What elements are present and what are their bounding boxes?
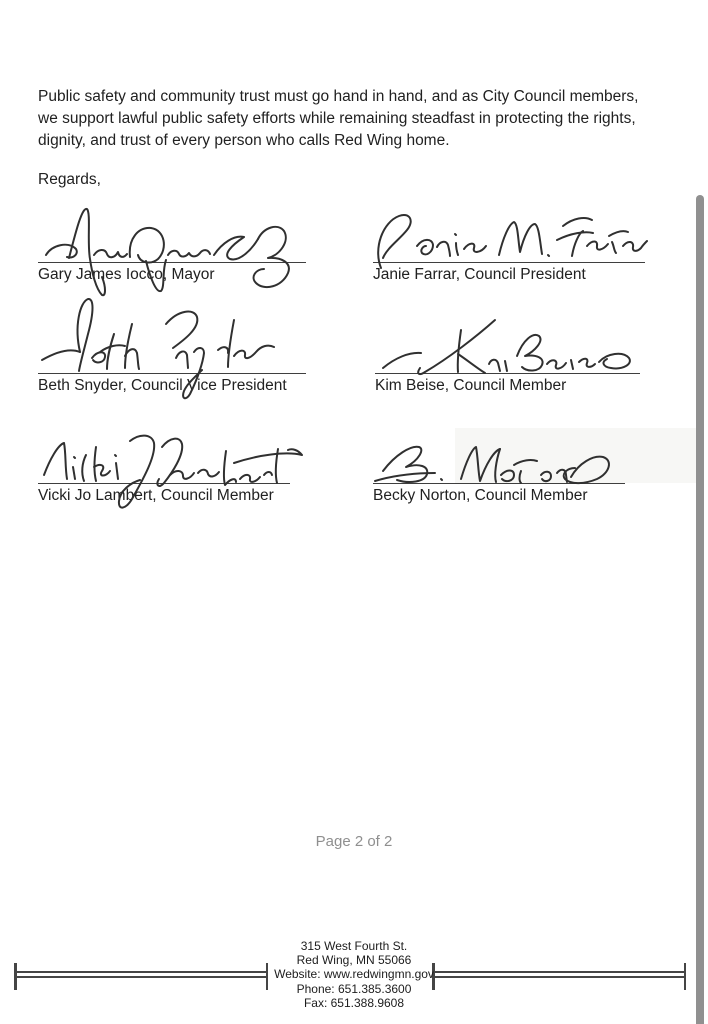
signature-image-beth-snyder	[38, 298, 306, 403]
signature-label: Gary James Iocco, Mayor	[38, 266, 215, 283]
signature-block-beth-snyder	[38, 300, 306, 395]
signature-block-gary-james-iocco	[38, 198, 306, 284]
page-number: Page 2 of 2	[315, 833, 393, 850]
signature-line	[38, 198, 306, 263]
body-line-3: dignity, and trust of every person who calls Red Wing home.	[38, 132, 450, 149]
body-line-2: we support lawful public safety efforts while remaining steadfast in protecting the rights,	[38, 110, 636, 127]
signature-line	[38, 433, 290, 484]
body-paragraph	[38, 86, 683, 152]
signature-label: Beth Snyder, Council Vice President	[38, 377, 287, 394]
signature-image-gary-james-iocco	[38, 205, 306, 300]
closing-regards: Regards,	[38, 171, 101, 188]
footer-contact-block	[0, 939, 708, 1010]
signature-block-kim-beise	[375, 300, 640, 395]
signature-block-janie-farrar	[373, 198, 645, 284]
body-line-1: Public safety and community trust must go hand in hand, and as City Council members,	[38, 88, 639, 105]
signature-line	[375, 300, 640, 374]
signature-label: Vicki Jo Lambert, Council Member	[38, 487, 274, 504]
signature-line	[38, 300, 306, 374]
scrollbar[interactable]	[696, 195, 704, 1024]
signature-block-becky-norton	[373, 433, 625, 505]
signature-image-janie-farrar	[373, 200, 648, 275]
footer-phone: Phone: 651.385.3600	[296, 981, 412, 996]
footer-address-line1: 315 West Fourth St.	[300, 939, 408, 953]
footer-website: Website: www.redwingmn.gov	[274, 967, 434, 982]
signature-image-vicki-jo-lambert	[38, 433, 306, 518]
signature-label: Janie Farrar, Council President	[373, 266, 586, 283]
signature-image-kim-beise	[375, 318, 643, 383]
signature-image-becky-norton	[373, 433, 625, 491]
signature-line	[373, 198, 645, 263]
signature-line	[373, 433, 625, 484]
signature-label: Kim Beise, Council Member	[375, 377, 567, 394]
footer-address-line2: Red Wing, MN 55066	[296, 953, 412, 968]
signature-block-vicki-jo-lambert	[38, 433, 290, 505]
footer-fax: Fax: 651.388.9608	[303, 995, 405, 1010]
signature-label: Becky Norton, Council Member	[373, 487, 588, 504]
